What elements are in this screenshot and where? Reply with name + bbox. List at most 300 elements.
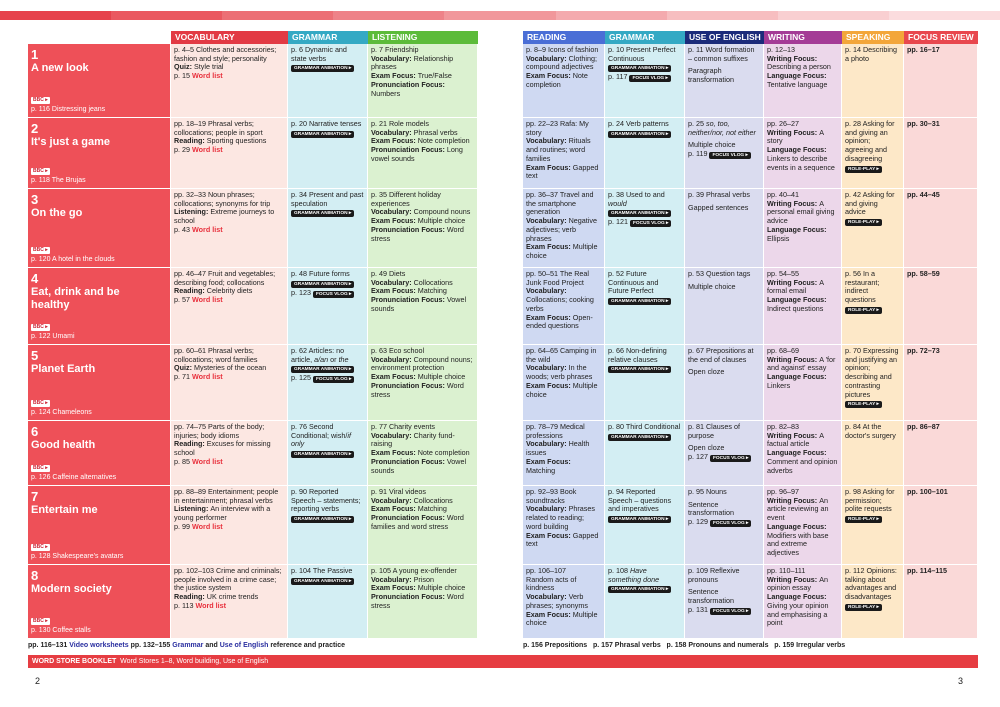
cell-line: p. 14 Describing a photo [845, 45, 897, 63]
line-value: A formal email [767, 277, 824, 296]
cell-line: Multiple choice [688, 140, 736, 150]
grammar2-cell [605, 565, 685, 639]
cell-line: pp. 32–33 Noun phrases; collocations; synonyms for trip [174, 190, 271, 208]
line-value: Multiple choice [417, 372, 466, 382]
bbc-logo: BBC ▸ [33, 544, 48, 551]
video-page[interactable]: p. 130 Coffee stalls [31, 627, 91, 635]
cell-line: p. 28 Asking for and giving an opinion; agreeing and disagreeing [845, 119, 895, 163]
use-cell [685, 268, 764, 345]
cell-line: Random acts of kindness [526, 574, 577, 593]
page-ref: p. 123 [291, 287, 313, 297]
line-label: Exam Focus: [526, 456, 571, 466]
cell-line: Sentence transformation [688, 499, 734, 518]
grammar-animation-badge[interactable]: GRAMMAR ANIMATION ▸ [608, 65, 671, 72]
video-page[interactable]: p. 126 Caffeine alternatives [31, 474, 117, 482]
cell-line [174, 226, 284, 235]
badge-line [608, 432, 681, 442]
vocab-cell [171, 565, 288, 639]
cell-line: p. 67 Prepositions at the end of clauses [688, 346, 754, 364]
focus-cell [904, 268, 978, 345]
unit-title: Planet Earth [31, 363, 96, 375]
cell-line [608, 73, 681, 83]
cell-line: p. 12–13 [767, 45, 795, 54]
line-label: Reading: [174, 592, 207, 602]
word-list-link[interactable]: Word list [191, 456, 223, 466]
line-value: Note completion [417, 448, 470, 458]
line-label: Exam Focus: [526, 71, 573, 81]
reading-cell [523, 189, 605, 268]
cell-line: pp. 60–61 Phrasal verbs; collocations; word families [174, 346, 258, 364]
line-value: An interview with a young performer [174, 504, 271, 523]
col-header-grammar: GRAMMAR [288, 31, 368, 44]
word-list-link[interactable]: Word list [191, 145, 223, 155]
role-play-badge[interactable]: ROLE-PLAY ▸ [845, 166, 882, 173]
line-label: Quiz: [174, 363, 194, 373]
video-page[interactable]: p. 122 Umami [31, 333, 75, 341]
line-value: Gapped text [526, 162, 599, 181]
cell-line: p. 11 Word formation – common suffixes [688, 45, 755, 63]
cell-line: p. 62 Articles: no article, a/an or the [291, 346, 349, 364]
unit-title: Good health [31, 439, 96, 451]
cell-line [526, 532, 601, 549]
listening-cell [368, 345, 478, 421]
cell-line [371, 382, 474, 399]
cell-line [767, 55, 838, 72]
grammar-cell [288, 44, 368, 118]
line-value: Modifiers with base and extreme adjectives [767, 530, 829, 557]
use-cell [685, 118, 764, 189]
line-label: Reading: [174, 136, 207, 146]
cell-line [174, 458, 284, 467]
line-label: Language Focus: [767, 372, 827, 382]
word-list-link[interactable]: Word list [191, 521, 223, 531]
cell-line: pp. 78–79 Medical professions [526, 422, 585, 440]
line-label: Exam Focus: [526, 312, 573, 322]
cell-line: pp. 36–37 Travel and the smartphone generation [526, 190, 594, 217]
video-ref [31, 246, 115, 265]
cell-line: pp. 106–107 [526, 566, 566, 575]
cell-line [174, 146, 284, 155]
col-header-grammar2: GRAMMAR [605, 31, 685, 44]
grammar-animation-badge[interactable]: GRAMMAR ANIMATION ▸ [608, 298, 671, 305]
cell-line [767, 432, 838, 449]
unit-row-8 [28, 565, 478, 639]
cell-line [174, 373, 284, 382]
line-value: Collocations [413, 495, 453, 505]
line-value: Matching [417, 504, 447, 514]
cell-line [767, 279, 838, 296]
grammar-animation-badge[interactable]: GRAMMAR ANIMATION ▸ [291, 451, 354, 458]
cell-line: p. 48 Future forms [291, 269, 350, 278]
video-page[interactable]: p. 116 Distressing jeans [31, 106, 106, 114]
cell-line: p. 4–5 Clothes and accessories; fashion and style; personality [174, 45, 277, 63]
word-list-link[interactable]: Word list [195, 600, 227, 610]
vocab-cell [171, 44, 288, 118]
cell-line [767, 593, 838, 628]
grammar-animation-badge[interactable]: GRAMMAR ANIMATION ▸ [608, 586, 671, 593]
line-label: Vocabulary: [371, 53, 414, 63]
focus-vlog-badge[interactable]: FOCUS VLOG ▸ [710, 608, 751, 615]
col-header-writing: WRITING [764, 31, 842, 44]
unit-cell [28, 44, 171, 118]
unit-cell [28, 421, 171, 486]
unit-number: 6 [31, 424, 39, 439]
writing-cell [764, 421, 842, 486]
cell-line: pp. 74–75 Parts of the body; injuries; body idioms [174, 422, 265, 440]
speaking-cell [842, 189, 904, 268]
badge-line [291, 63, 364, 73]
line-value: A 'for and against' essay [767, 354, 836, 373]
line-value: Mysteries of the ocean [193, 363, 267, 373]
bbc-logo: BBC ▸ [33, 400, 48, 407]
grammar-cell [288, 565, 368, 639]
line-value: Open-ended questions [526, 312, 593, 331]
grammar2-cell [605, 118, 685, 189]
speaking-cell [842, 118, 904, 189]
cell-line: p. 91 Viral videos [371, 487, 427, 496]
writing-cell [764, 118, 842, 189]
video-ref [31, 96, 105, 115]
footer-reference: reference and practice [268, 642, 346, 649]
page-ref: p. 117 [608, 72, 630, 82]
focus-vlog-badge[interactable]: FOCUS VLOG ▸ [710, 520, 751, 527]
footer-and: and [203, 642, 220, 649]
cell-line: p. 39 Phrasal verbs [688, 190, 750, 199]
line-value: Sporting questions [206, 136, 267, 146]
line-value: An article reviewing an event [767, 495, 829, 523]
grammar-cell [288, 486, 368, 565]
bbc-logo: BBC ▸ [33, 97, 48, 104]
cell-line: p. 70 Expressing and justifying an opinion; describing and contrasting pictures [845, 346, 899, 399]
cell-line: pp. 58–59 [907, 269, 940, 278]
line-value: Excuses for missing school [174, 439, 271, 458]
cell-line [526, 505, 601, 531]
line-value: True/False [417, 71, 452, 81]
cell-line [371, 81, 474, 98]
role-play-badge[interactable]: ROLE-PLAY ▸ [845, 516, 882, 523]
grammar-animation-badge[interactable]: GRAMMAR ANIMATION ▸ [291, 366, 354, 373]
line-label: Vocabulary: [371, 354, 414, 364]
line-label: Vocabulary: [526, 504, 569, 514]
badge-line [608, 514, 681, 524]
line-value: Word stress [371, 592, 464, 610]
cell-line: p. 66 Non-defining relative clauses [608, 346, 667, 364]
unit-title: healthy [31, 298, 70, 311]
cell-line [688, 518, 760, 528]
cell-line [174, 72, 284, 81]
line-value: Multiple choice [417, 216, 466, 226]
cell-line [526, 137, 601, 163]
video-ref [31, 167, 86, 186]
line-value: UK crime trends [206, 592, 259, 602]
cell-line: pp. 26–27 [767, 119, 799, 128]
footer-right: p. 156 Prepositions p. 157 Phrasal verbs p. 158 Pronouns and numerals p. 159 Irregular verbs [523, 642, 846, 649]
word-store-bar [28, 655, 978, 668]
cell-line [526, 611, 601, 628]
focus-vlog-badge[interactable]: FOCUS VLOG ▸ [709, 152, 750, 159]
focus-vlog-badge[interactable]: FOCUS VLOG ▸ [629, 75, 670, 82]
vocab-cell [171, 268, 288, 345]
grammar-animation-badge[interactable]: GRAMMAR ANIMATION ▸ [608, 210, 671, 217]
cell-line [526, 55, 601, 72]
word-list-link[interactable]: Word list [191, 224, 223, 234]
stripe-segment [333, 11, 444, 20]
cell-line: Open cloze [688, 443, 725, 453]
cell-line [767, 146, 838, 172]
grammar-animation-badge[interactable]: GRAMMAR ANIMATION ▸ [608, 131, 671, 138]
unit-cell [28, 345, 171, 421]
cell-line: Open cloze [688, 367, 725, 377]
badge-line [291, 449, 364, 459]
writing-cell [764, 268, 842, 345]
unit-row-8 [523, 565, 978, 639]
badge-line [845, 305, 900, 315]
video-ref [31, 323, 75, 342]
line-value: Giving your opinion and emphasising a point [767, 600, 829, 628]
video-page[interactable]: p. 124 Chameleons [31, 409, 92, 417]
cell-line: p. 8–9 Icons of fashion [526, 45, 599, 54]
grammar-animation-badge[interactable]: GRAMMAR ANIMATION ▸ [608, 516, 671, 523]
line-value: Ellipsis [767, 233, 790, 243]
unit-row-1 [523, 44, 978, 118]
badge-line [608, 584, 681, 594]
role-play-badge[interactable]: ROLE-PLAY ▸ [845, 401, 882, 408]
unit-number: 1 [31, 47, 39, 62]
cell-line: pp. 110–111 [767, 566, 806, 575]
stripe-segment [444, 11, 555, 20]
listening-cell [368, 421, 478, 486]
focus-cell [904, 421, 978, 486]
bbc-logo: BBC ▸ [33, 465, 48, 472]
cell-line: p. 24 Verb patterns [608, 119, 669, 128]
line-value: Note completion [526, 71, 588, 89]
cell-line: p. 34 Present and past speculation [291, 190, 364, 208]
cell-line: p. 25 so, too, neither/nor, not either [688, 119, 756, 137]
focus-vlog-badge[interactable]: FOCUS VLOG ▸ [313, 376, 354, 383]
line-label: Exam Focus: [526, 609, 573, 619]
cell-line: Gapped sentences [688, 202, 749, 212]
line-value: Health issues [526, 439, 590, 458]
grammar-animation-badge[interactable]: GRAMMAR ANIMATION ▸ [608, 366, 671, 373]
focus-cell [904, 44, 978, 118]
cell-line [608, 218, 681, 228]
cell-line [767, 576, 838, 593]
cell-line: p. 95 Nouns [688, 487, 727, 496]
grammar-animation-badge[interactable]: GRAMMAR ANIMATION ▸ [291, 281, 354, 288]
cell-line [688, 150, 760, 160]
line-value: Celebrity diets [206, 286, 253, 296]
cell-line: p. 81 Clauses of purpose [688, 422, 740, 440]
line-value: Relationship phrases [371, 53, 454, 72]
role-play-badge[interactable]: ROLE-PLAY ▸ [845, 604, 882, 611]
line-value: Extreme journeys to school [174, 207, 275, 226]
page-ref: p. 71 [174, 372, 192, 382]
line-label: Vocabulary: [371, 430, 414, 440]
cell-line [371, 146, 474, 163]
grammar-animation-badge[interactable]: GRAMMAR ANIMATION ▸ [608, 434, 671, 441]
cell-line [767, 373, 838, 390]
line-value: A personal email giving advice [767, 198, 835, 226]
page-ref: p. 119 [688, 149, 710, 159]
line-label: Pronunciation Focus: [371, 380, 447, 390]
line-label: Exam Focus: [371, 71, 418, 81]
unit-row-3 [523, 189, 978, 268]
badge-line [608, 296, 681, 306]
cell-line: pp. 30–31 [907, 119, 940, 128]
cell-line: p. 98 Asking for permission; polite requests [845, 487, 895, 514]
cell-line: pp. 96–97 [767, 487, 799, 496]
focus-vlog-badge[interactable]: FOCUS VLOG ▸ [630, 220, 671, 227]
video-page[interactable]: p. 120 A hotel in the clouds [31, 256, 115, 264]
line-value: Numbers [371, 88, 401, 98]
page-ref: p. 113 [174, 600, 196, 610]
cell-line [174, 208, 284, 225]
col-header-use: USE OF ENGLISH [685, 31, 764, 44]
reading-cell [523, 44, 605, 118]
reading-cell [523, 565, 605, 639]
writing-cell [764, 345, 842, 421]
unit-row-5 [28, 345, 478, 421]
bbc-logo: BBC ▸ [33, 247, 48, 254]
grammar-animation-badge[interactable]: GRAMMAR ANIMATION ▸ [291, 65, 354, 72]
unit-row-7 [28, 486, 478, 565]
unit-number: 3 [31, 192, 39, 207]
cell-line [371, 226, 474, 243]
unit-number: 2 [31, 121, 39, 136]
vocab-cell [171, 118, 288, 189]
line-label: Writing Focus: [767, 430, 820, 440]
line-label: Pronunciation Focus: [371, 79, 445, 89]
page-number-right: 3 [958, 676, 964, 686]
grammar-animation-badge[interactable]: GRAMMAR ANIMATION ▸ [291, 578, 354, 585]
line-label: Language Focus: [767, 71, 827, 81]
col-header-focus: FOCUS REVIEW [904, 31, 978, 44]
grammar-animation-badge[interactable]: GRAMMAR ANIMATION ▸ [291, 210, 354, 217]
speaking-cell [842, 268, 904, 345]
line-value: Multiple choice [417, 583, 466, 593]
unit-number: 8 [31, 568, 39, 583]
grammar2-cell [605, 44, 685, 118]
line-value: Multiple choice [526, 380, 598, 399]
word-list-link[interactable]: Word list [191, 295, 223, 305]
video-page[interactable]: p. 118 The Brujas [31, 177, 86, 185]
cell-line: pp. 16–17 [907, 45, 940, 54]
cell-line [767, 497, 838, 523]
grammar-animation-badge[interactable]: GRAMMAR ANIMATION ▸ [291, 131, 354, 138]
unit-row-4 [28, 268, 478, 345]
cell-line: pp. 114–115 [907, 566, 947, 575]
line-value: Clothing; compound adjectives [526, 53, 597, 72]
cell-line [767, 200, 838, 226]
cell-line [767, 226, 838, 243]
speaking-cell [842, 44, 904, 118]
unit-title: Entertain me [31, 504, 98, 516]
unit-row-2 [28, 118, 478, 189]
line-label: Pronunciation Focus: [371, 295, 447, 305]
cell-line [767, 523, 838, 558]
line-value: Verb phrases; synonyms [526, 592, 588, 610]
line-value: Style trial [193, 62, 224, 72]
unit-row-1 [28, 44, 478, 118]
cell-line: p. 7 Friendship [371, 45, 419, 54]
video-page[interactable]: p. 128 Shakespeare's avatars [31, 553, 124, 561]
use-cell [685, 565, 764, 639]
line-label: Listening: [174, 207, 211, 217]
cell-line: pp. 18–19 Phrasal verbs; collocations; people in sport [174, 119, 263, 137]
col-header-vocab: VOCABULARY [171, 31, 288, 44]
cell-line [526, 164, 601, 181]
cell-line: p. 20 Narrative tenses [291, 119, 362, 128]
video-ref [31, 617, 91, 636]
word-list-link[interactable]: Word list [191, 71, 223, 81]
reading-cell [523, 421, 605, 486]
cell-line: p. 6 Dynamic and state verbs [291, 45, 347, 63]
line-label: Writing Focus: [767, 277, 820, 287]
line-label: Exam Focus: [371, 286, 418, 296]
page-ref: p. 129 [688, 517, 710, 527]
focus-cell [904, 118, 978, 189]
focus-vlog-badge[interactable]: FOCUS VLOG ▸ [313, 291, 354, 298]
line-value: In the woods; verb phrases [526, 363, 593, 382]
line-label: Language Focus: [767, 145, 827, 155]
line-label: Writing Focus: [767, 53, 818, 63]
cell-line [526, 243, 601, 260]
footer-grammar: Grammar [172, 642, 204, 649]
cell-line: p. 112 Opinions: talking about advantages and disadvantages [845, 566, 897, 602]
cell-line: pp. 68–69 [767, 346, 799, 355]
footer-grammar-pages: pp. 132–155 [128, 642, 173, 649]
line-label: Language Focus: [767, 224, 827, 234]
word-store-text: Word Stores 1–8, Word building, Use of English [116, 658, 269, 665]
grammar-animation-badge[interactable]: GRAMMAR ANIMATION ▸ [291, 516, 354, 523]
grammar-cell [288, 118, 368, 189]
line-value: Matching [526, 465, 556, 475]
listening-cell [368, 118, 478, 189]
cell-line [371, 593, 474, 610]
cell-line: pp. 82–83 [767, 422, 799, 431]
line-label: Pronunciation Focus: [371, 592, 447, 602]
stripe-segment [889, 11, 1000, 20]
cell-line [174, 602, 284, 611]
page-ref: p. 29 [174, 145, 192, 155]
bbc-logo: BBC ▸ [33, 618, 48, 625]
cell-line: p. 56 In a restaurant; indirect questions [845, 269, 880, 305]
focus-vlog-badge[interactable]: FOCUS VLOG ▸ [710, 455, 751, 462]
page-ref: p. 99 [174, 521, 192, 531]
cell-line [767, 296, 838, 313]
line-value: Tentative language [767, 79, 828, 89]
role-play-badge[interactable]: ROLE-PLAY ▸ [845, 307, 882, 314]
line-value: Multiple choice [526, 609, 598, 628]
line-label: Pronunciation Focus: [371, 224, 447, 234]
cell-line [371, 55, 474, 72]
footer-left [28, 642, 345, 649]
video-ref [31, 399, 92, 418]
line-label: Exam Focus: [371, 504, 418, 514]
word-store-label: WORD STORE BOOKLET [32, 658, 117, 665]
vocab-cell [171, 345, 288, 421]
role-play-badge[interactable]: ROLE-PLAY ▸ [845, 219, 882, 226]
line-label: Writing Focus: [767, 574, 820, 584]
badge-line [845, 602, 900, 612]
cell-line [526, 458, 601, 475]
badge-line [845, 164, 900, 174]
line-value: Phrases related to reading; word building [526, 504, 595, 531]
cell-line: p. 63 Eco school [371, 346, 425, 355]
line-label: Vocabulary: [371, 574, 414, 584]
word-list-link[interactable]: Word list [191, 372, 223, 382]
line-value: An opinion essay [767, 574, 828, 593]
